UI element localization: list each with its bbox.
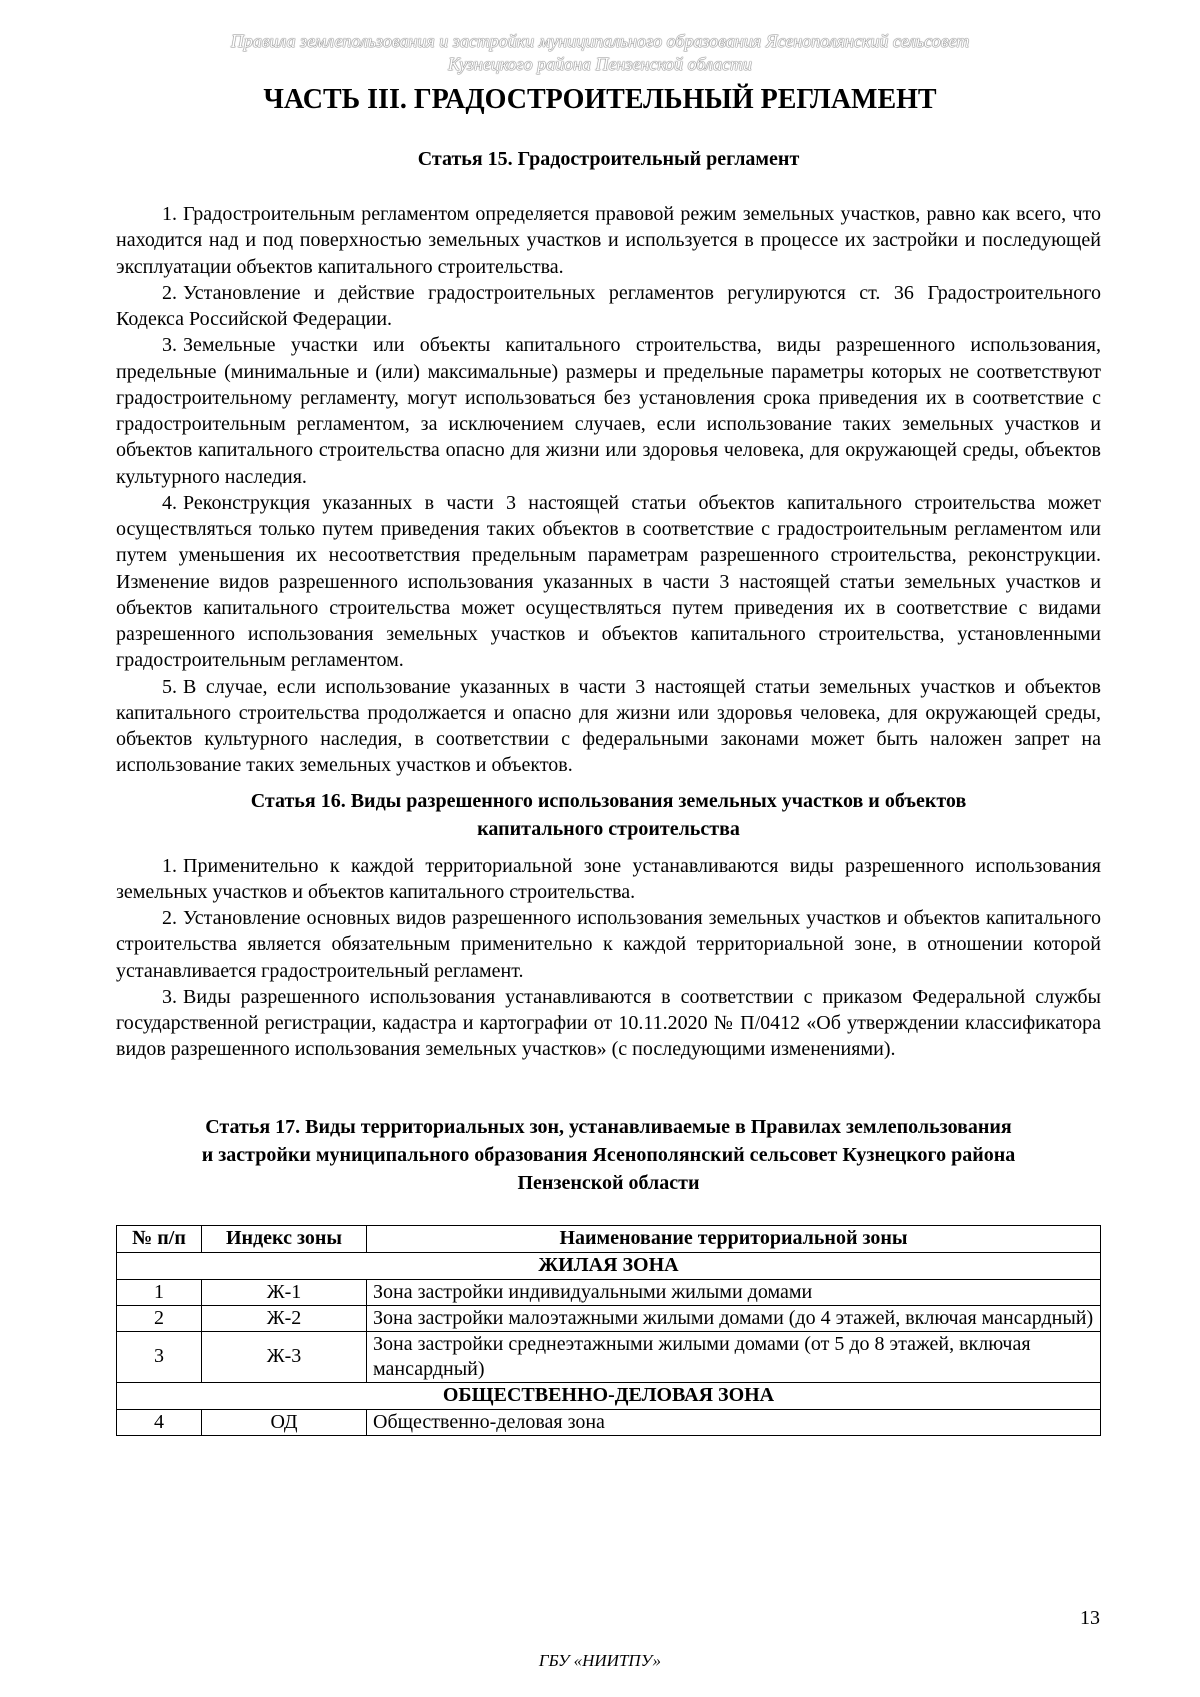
running-header <box>150 30 1050 76</box>
running-header-line-2: Кузнецкого района Пензенской области <box>447 54 753 74</box>
article-16-paragraph-3: 3. Виды разрешенного использования устанавливаются в соответствии с приказом Федеральной службы государственной регистрации, кадастра и картографии от 10.11.2020 № П/0412 «Об утверждении классификатора видов разрешенного использования земельных участков» (с последующими изменениями). <box>116 985 1101 1061</box>
article-16-paragraph-2: 2. Установление основных видов разрешенного использования земельных участков и объектов капитального строительства является обязательным применительно к каждой территориальной зоне, в отношении которой устанавливается градостроительный регламент. <box>116 907 1101 982</box>
part-title: ЧАСТЬ III. ГРАДОСТРОИТЕЛЬНЫЙ РЕГЛАМЕНТ <box>263 84 937 115</box>
column-header-number: № п/п <box>117 1225 202 1252</box>
table-row <box>117 1305 1101 1331</box>
cell-index: Ж-3 <box>202 1331 367 1382</box>
cell-number: 3 <box>117 1331 202 1382</box>
table-row <box>117 1279 1101 1305</box>
article-15-paragraph-4: 4. Реконструкция указанных в части 3 настоящей статьи объектов капитального строительства может осуществляться только путем приведения таких объектов в соответствие с градостроительным регламентом или путем уменьшения их несоответствия предельным параметрам разрешенного строительства, реконструкции. Изменение видов разрешенного использования указанных в части 3 настоящей статьи земельных участков и объектов капитального строительства может осуществляться путем приведения их в соответствие с видами разрешенного использования земельных участков и объектов капитального строительства, установленными градостроительным регламентом. <box>116 491 1101 672</box>
cell-number: 1 <box>117 1279 202 1305</box>
cell-index: Ж-1 <box>202 1279 367 1305</box>
article-16-paragraph-1: 1. Применительно к каждой территориальной зоне устанавливаются виды разрешенного использования земельных участков и объектов капитального строительства. <box>116 854 1101 903</box>
group-title-public-business: ОБЩЕСТВЕННО-ДЕЛОВАЯ ЗОНА <box>117 1382 1101 1409</box>
article-17-title: Статья 17. Виды территориальных зон, устанавливаемые в Правилах землепользования и застройки муниципального образования Ясенополянский сельсовет Кузнецкого района Пензенской области <box>201 1115 1016 1194</box>
page-number: 13 <box>1080 1607 1100 1629</box>
article-15-paragraph-2: 2. Установление и действие градостроительных регламентов регулируются ст. 36 Градостроительного Кодекса Российской Федерации. <box>116 281 1101 330</box>
cell-zone-name: Зона застройки малоэтажными жилыми домами (до 4 этажей, включая мансардный) <box>367 1305 1101 1331</box>
article-15-paragraph-5: 5. В случае, если использование указанных в части 3 настоящей статьи земельных участков и объектов капитального строительства продолжается и опасно для жизни или здоровья человека, для окружающей среды, объектов культурного наследия, в соответствии с федеральными законами может быть наложен запрет на использование таких земельных участков и объектов. <box>116 675 1101 777</box>
table-group-row <box>117 1252 1101 1279</box>
column-header-name: Наименование территориальной зоны <box>367 1225 1101 1252</box>
article-16-title: Статья 16. Виды разрешенного использования земельных участков и объектов капитального строительства <box>250 789 967 840</box>
table-row <box>117 1409 1101 1435</box>
table-row <box>117 1331 1101 1382</box>
cell-zone-name: Общественно-деловая зона <box>367 1409 1101 1435</box>
cell-number: 2 <box>117 1305 202 1331</box>
table-group-row <box>117 1382 1101 1409</box>
document-body <box>116 145 1101 1436</box>
group-title-residential: ЖИЛАЯ ЗОНА <box>117 1252 1101 1279</box>
article-15-paragraph-3: 3. Земельные участки или объекты капитального строительства, виды разрешенного использования, предельные (минимальные и (или) максимальные) размеры и предельные параметры которых не соответствуют градостроительному регламенту, могут использоваться без установления срока приведения их в соответствие с градостроительным регламентом, за исключением случаев, если использование таких земельных участков и объектов капитального строительства опасно для жизни или здоровья человека, для окружающей среды, объектов культурного наследия. <box>116 334 1101 488</box>
cell-zone-name: Зона застройки среднеэтажными жилыми домами (от 5 до 8 этажей, включая мансардный) <box>367 1331 1101 1382</box>
cell-index: ОД <box>202 1409 367 1435</box>
article-15-title: Статья 15. Градостроительный регламент <box>417 148 800 170</box>
cell-number: 4 <box>117 1409 202 1435</box>
cell-zone-name: Зона застройки индивидуальными жилыми домами <box>367 1279 1101 1305</box>
table-header-row <box>117 1225 1101 1252</box>
running-header-line-1: Правила землепользования и застройки муниципального образования Ясенополянский сельсовет <box>230 31 970 51</box>
page-footer: ГБУ «НИИТПУ» <box>538 1651 662 1670</box>
article-15-paragraph-1: 1. Градостроительным регламентом определяется правовой режим земельных участков, равно как всего, что находится над и под поверхностью земельных участков и используется в процессе их застройки и последующей эксплуатации объектов капитального строительства. <box>116 203 1101 278</box>
cell-index: Ж-2 <box>202 1305 367 1331</box>
column-header-index: Индекс зоны <box>202 1225 367 1252</box>
territorial-zones-table <box>116 1225 1101 1436</box>
